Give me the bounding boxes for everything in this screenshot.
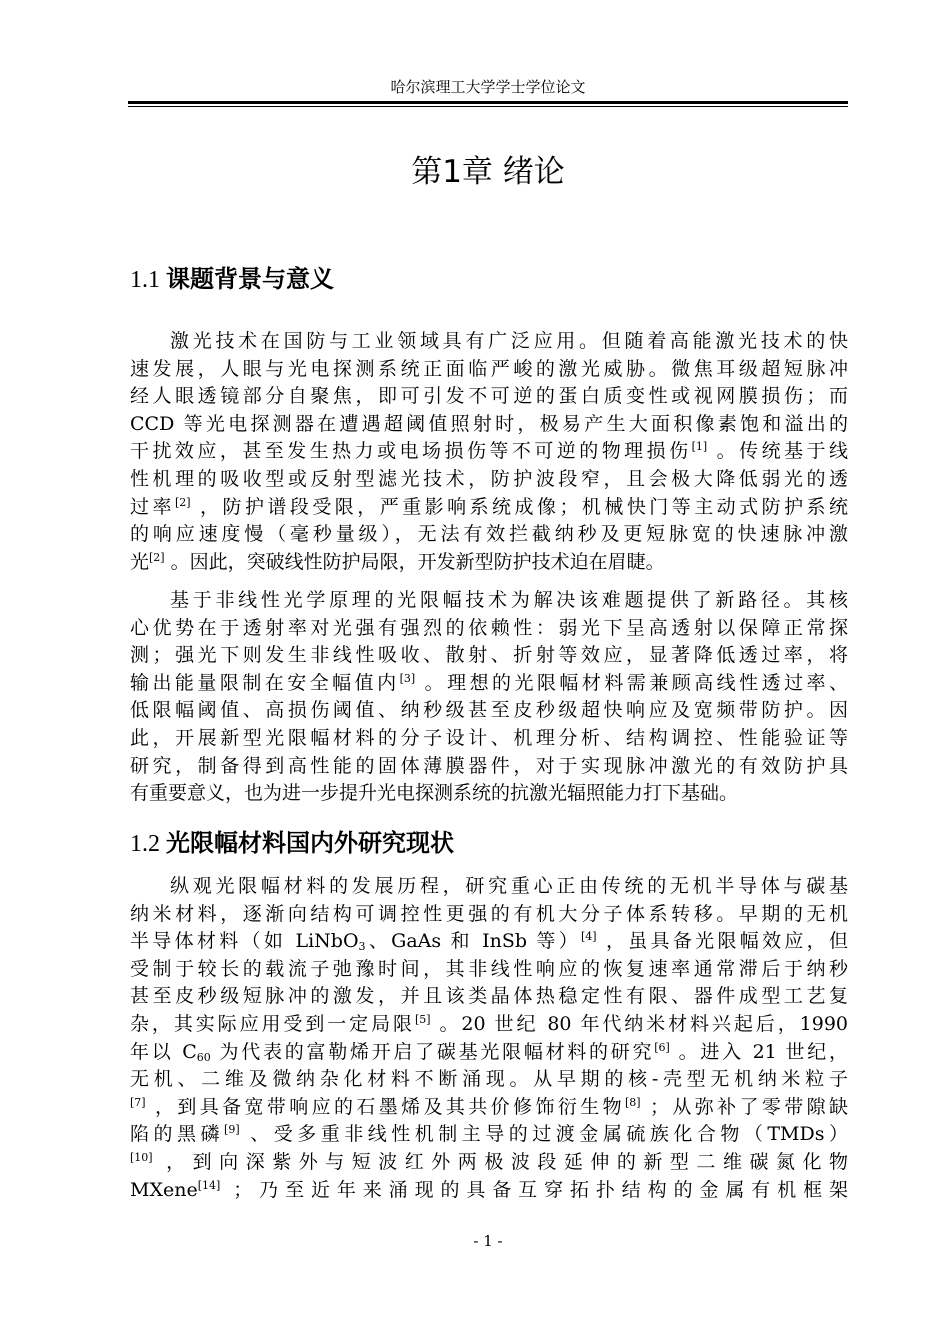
text-line: 低限幅阈值、高损伤阈值、纳秒级甚至皮秒级超快响应及宽频带防护。因 bbox=[130, 699, 848, 722]
text-line: 陷的黑磷[9] 、受多重非线性机制主导的过渡金属硫族化合物（TMDs） bbox=[130, 1123, 848, 1146]
text-line: 经人眼透镜部分自聚焦，即可引发不可逆的蛋白质变性或视网膜损伤；而 bbox=[130, 385, 848, 408]
text-line: 测；强光下则发生非线性吸收、散射、折射等效应，显著降低透过率，将 bbox=[130, 644, 848, 667]
page-number: - 1 - bbox=[473, 1232, 503, 1250]
text-line: 的响应速度慢（毫秒量级），无法有效拦截纳秒及更短脉宽的快速脉冲激 bbox=[130, 523, 848, 546]
header-rule-thick bbox=[128, 101, 848, 104]
running-header: 哈尔滨理工大学学士学位论文 bbox=[390, 78, 586, 96]
text-line: 半导体材料（如 LiNbO$_3$、GaAs 和 InSb 等）[4] ，虽具备光限幅效应，但 bbox=[130, 930, 848, 954]
section-title: 光限幅材料国内外研究现状 bbox=[166, 829, 454, 857]
text-line: 光[2] 。因此，突破线性防护局限，开发新型防护技术迫在眉睫。 bbox=[130, 550, 665, 573]
section-title: 课题背景与意义 bbox=[166, 265, 334, 293]
paragraph-background-1 bbox=[130, 328, 848, 576]
paragraph-research-status bbox=[130, 873, 848, 1204]
text-line: 速发展，人眼与光电探测系统正面临严峻的激光威胁。微焦耳级超短脉冲 bbox=[130, 357, 848, 380]
header-rule-thin bbox=[128, 106, 848, 107]
chapter-title: 第1章 绪论 bbox=[411, 154, 565, 190]
text-line: 甚至皮秒级短脉冲的激发，并且该类晶体热稳定性有限、器件成型工艺复 bbox=[130, 985, 848, 1008]
text-line: 心优势在于透射率对光强有强烈的依赖性：弱光下呈高透射以保障正常探 bbox=[130, 616, 848, 639]
text-line: 激光技术在国防与工业领域具有广泛应用。但随着高能激光技术的快 bbox=[170, 330, 848, 352]
section-number: 1.2 bbox=[130, 831, 160, 857]
text-line: 过率[2] ，防护谱段受限，严重影响系统成像；机械快门等主动式防护系统 bbox=[130, 495, 848, 518]
paragraph-background-2 bbox=[130, 587, 848, 808]
text-line: 杂，其实际应用受到一定局限[5] 。20 世纪 80 年代纳米材料兴起后，1990 bbox=[130, 1012, 848, 1035]
section-heading-1-1 bbox=[130, 264, 848, 295]
text-line: 性机理的吸收型或反射型滤光技术，防护波段窄，且会极大降低弱光的透 bbox=[130, 467, 848, 490]
section-heading-1-2 bbox=[130, 828, 848, 859]
text-line: 年以 $C_{60}$ 为代表的富勒烯开启了碳基光限幅材料的研究[6] 。进入 21 世纪， bbox=[130, 1040, 848, 1064]
text-line: 受制于较长的载流子弛豫时间，其非线性响应的恢复速率通常滞后于纳秒 bbox=[130, 957, 848, 980]
text-line: 干扰效应，甚至发生热力或电场损伤等不可逆的物理损伤[1] 。传统基于线 bbox=[130, 440, 848, 463]
text-line: 无机、二维及微纳杂化材料不断涌现。从早期的核-壳型无机纳米粒子 bbox=[130, 1068, 848, 1091]
text-line: [10] ，到向深紫外与短波红外两极波段延伸的新型二维碳氮化物 bbox=[130, 1150, 848, 1173]
text-line: 此，开展新型光限幅材料的分子设计、机理分析、结构调控、性能验证等 bbox=[130, 726, 848, 749]
text-line: 有重要意义，也为进一步提升光电探测系统的抗激光辐照能力打下基础。 bbox=[130, 782, 739, 805]
text-line: 纵观光限幅材料的发展历程，研究重心正由传统的无机半导体与碳基 bbox=[170, 875, 848, 897]
text-line: [7] ，到具备宽带响应的石墨烯及其共价修饰衍生物[8] ；从弥补了零带隙缺 bbox=[130, 1095, 848, 1118]
section-number: 1.1 bbox=[130, 267, 160, 293]
text-line: MXene[14] ；乃至近年来涌现的具备互穿拓扑结构的金属有机框架 bbox=[130, 1178, 848, 1201]
text-line: 研究，制备得到高性能的固体薄膜器件，对于实现脉冲激光的有效防护具 bbox=[130, 754, 848, 777]
text-line: CCD 等光电探测器在遭遇超阈值照射时，极易产生大面积像素饱和溢出的 bbox=[130, 412, 848, 435]
text-line: 纳米材料，逐渐向结构可调控性更强的有机大分子体系转移。早期的无机 bbox=[130, 902, 848, 925]
text-line: 基于非线性光学原理的光限幅技术为解决该难题提供了新路径。其核 bbox=[170, 589, 848, 611]
text-line: 输出能量限制在安全幅值内[3] 。理想的光限幅材料需兼顾高线性透过率、 bbox=[130, 671, 848, 694]
